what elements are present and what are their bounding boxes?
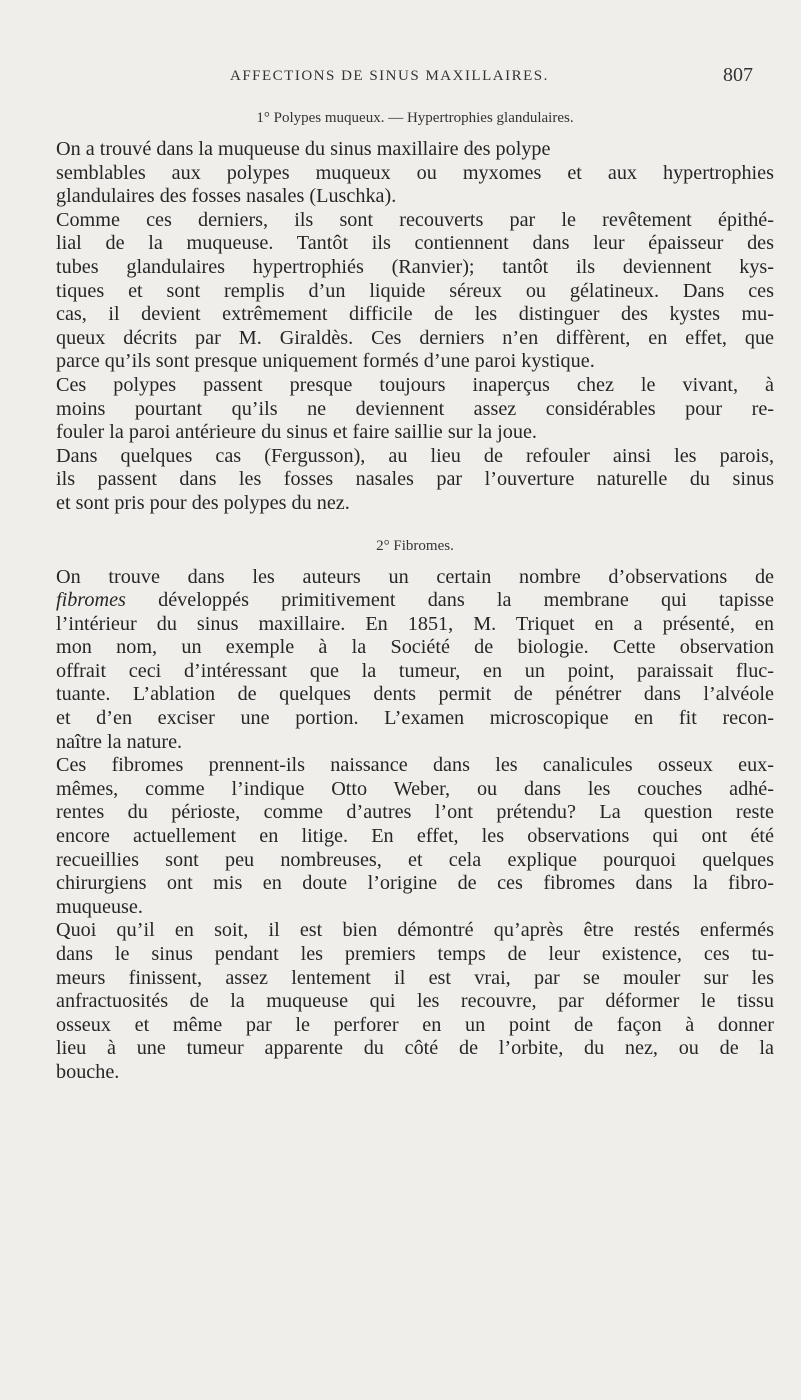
paragraph-line: Quoi qu’il en soit, il est bien démontré qu’après être restés enfermés [56,919,774,942]
paragraph-line: tiques et sont remplis d’un liquide séreux ou gélatineux. Dans ces [56,279,774,302]
paragraph-line: parce qu’ils sont presque uniquement formés d’une paroi kystique. [56,350,595,373]
paragraph-line: moins pourtant qu’ils ne deviennent assez considérables pour re- [56,397,774,420]
paragraph-line: offrait ceci d’intéressant que la tumeur, en un point, paraissait fluc- [56,659,774,682]
paragraph-line: Ces fibromes prennent-ils naissance dans les canalicules osseux eux- [56,754,774,777]
paragraph-line: naître la nature. [56,730,183,753]
italic-term: fibromes [56,589,126,612]
running-head: AFFECTIONS DE SINUS MAXILLAIRES. [230,68,549,84]
paragraph-line: Dans quelques cas (Fergusson), au lieu de refouler ainsi les parois, [56,444,774,467]
paragraph-line: Ces polypes passent presque toujours inaperçus chez le vivant, à [56,373,774,396]
section-heading-polypes: 1° Polypes muqueux. — Hypertrophies glandulaires. [256,110,574,126]
paragraph-line: glandulaires des fosses nasales (Luschka). [56,185,397,208]
page-number: 807 [723,64,753,86]
paragraph-line: lieu à une tumeur apparente du côté de l’orbite, du nez, ou de la [56,1037,774,1060]
paragraph-line: meurs finissent, assez lentement il est vrai, par se mouler sur les [56,966,774,989]
paragraph-line: Comme ces derniers, ils sont recouverts par le revêtement épithé- [56,208,774,231]
paragraph-line: chirurgiens ont mis en doute l’origine de ces fibromes dans la fibro- [56,872,774,895]
paragraph-line: anfractuosités de la muqueuse qui les recouvre, par déformer le tissu [56,990,774,1013]
paragraph-line: On trouve dans les auteurs un certain nombre d’observations de [56,565,774,588]
paragraph-line: On a trouvé dans la muqueuse du sinus maxillaire des polype [56,138,551,160]
paragraph-line: et sont pris pour des polypes du nez. [56,491,350,514]
body-text [56,108,774,1085]
paragraph-line: semblables aux polypes muqueux ou myxomes et aux hypertrophies [56,161,774,184]
paragraph-line: fouler la paroi antérieure du sinus et faire saillie sur la joue. [56,421,537,444]
paragraph-line: rentes du périoste, comme d’autres l’ont prétendu? La question reste [56,801,774,824]
paragraph-line: osseux et même par le perforer en un point de façon à donner [56,1013,774,1036]
paragraph-line: bouche. [56,1060,120,1083]
paragraph-line: recueillies sont peu nombreuses, et cela explique pourquoi quelques [56,848,774,871]
paragraph-line-rest: développés primitivement dans la membrane qui tapisse [125,589,774,612]
paragraph-line-fibromes [56,589,774,613]
paragraph-line: lial de la muqueuse. Tantôt ils contiennent dans leur épaisseur des [56,232,774,255]
paragraph-line: et d’en exciser une portion. L’examen microscopique en fit recon- [56,707,774,730]
section-heading-fibromes: 2° Fibromes. [376,537,454,554]
paragraph-line: mêmes, comme l’indique Otto Weber, ou dans les couches adhé- [56,777,774,800]
paragraph-line: tubes glandulaires hypertrophiés (Ranvier); tantôt ils deviennent kys- [56,255,774,278]
paragraph-line: cas, il devient extrêmement difficile de les distinguer des kystes mu- [56,303,774,326]
paragraph-line: tuante. L’ablation de quelques dents permit de pénétrer dans l’alvéole [56,683,774,706]
paragraph-line: dans le sinus pendant les premiers temps de leur existence, ces tu- [56,943,774,965]
paragraph-line: encore actuellement en litige. En effet, les observations qui ont été [56,825,774,848]
paragraph-line: ils passent dans les fosses nasales par l’ouverture naturelle du sinus [56,468,774,491]
paragraph-line: queux décrits par M. Giraldès. Ces derniers n’en diffèrent, en effet, que [56,326,774,349]
paragraph-line: l’intérieur du sinus maxillaire. En 1851, M. Triquet en a présenté, en [56,612,774,635]
paragraph-line: mon nom, un exemple à la Société de biologie. Cette observation [56,636,774,659]
paragraph-line: muqueuse. [56,895,143,918]
